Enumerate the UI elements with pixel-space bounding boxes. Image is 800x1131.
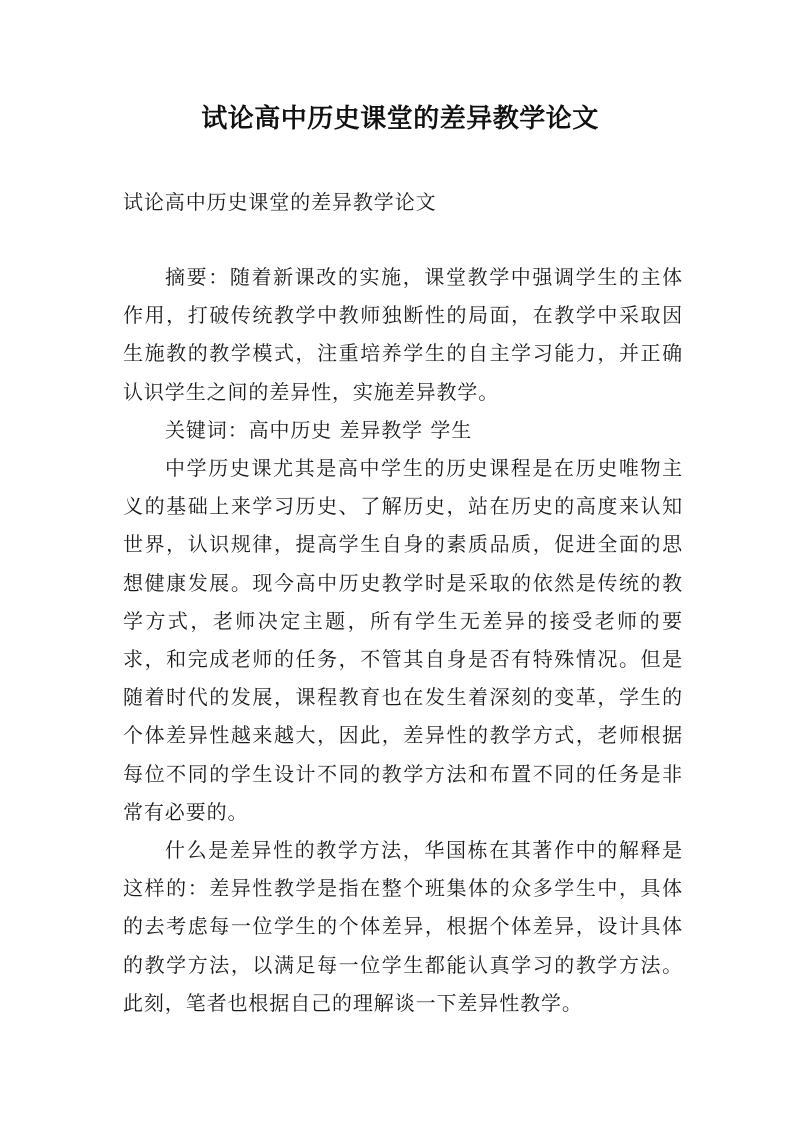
body-paragraph: 中学历史课尤其是高中学生的历史课程是在历史唯物主义的基础上来学习历史、了解历史，站在历史的高度来认知世界，认识规律，提高学生自身的素质品质，促进全面的思想健康发展。现今高中历史教学时是采取的依然是传统的教学方式，老师决定主题，所有学生无差异的接受老师的要求，和完成老师的任务，不管其自身是否有特殊情况。但是随着时代的发展，课程教育也在发生着深刻的变革，学生的个体差异性越来越大，因此，差异性的教学方式，老师根据每位不同的学生设计不同的教学方法和布置不同的任务是非常有必要的。 [123, 456, 683, 824]
document-title: 试论高中历史课堂的差异教学论文 [201, 104, 599, 134]
abstract-paragraph: 摘要：随着新课改的实施，课堂教学中强调学生的主体作用，打破传统教学中教师独断性的局面，在教学中采取因生施教的教学模式，注重培养学生的自主学习能力，并正确认识学生之间的差异性，实施差异教学。 [123, 265, 683, 404]
document-subtitle: 试论高中历史课堂的差异教学论文 [123, 190, 437, 214]
document-body [123, 258, 683, 1022]
keywords-paragraph: 关键词：高中历史 差异教学 学生 [165, 417, 473, 442]
body-paragraph: 什么是差异性的教学方法，华国栋在其著作中的解释是这样的：差异性教学是指在整个班集体的众多学生中，具体的去考虑每一位学生的个体差异，根据个体差异，设计具体的教学方法，以满足每一位学生都能认真学习的教学方法。此刻，笔者也根据自己的理解谈一下差异性教学。 [123, 838, 683, 1015]
